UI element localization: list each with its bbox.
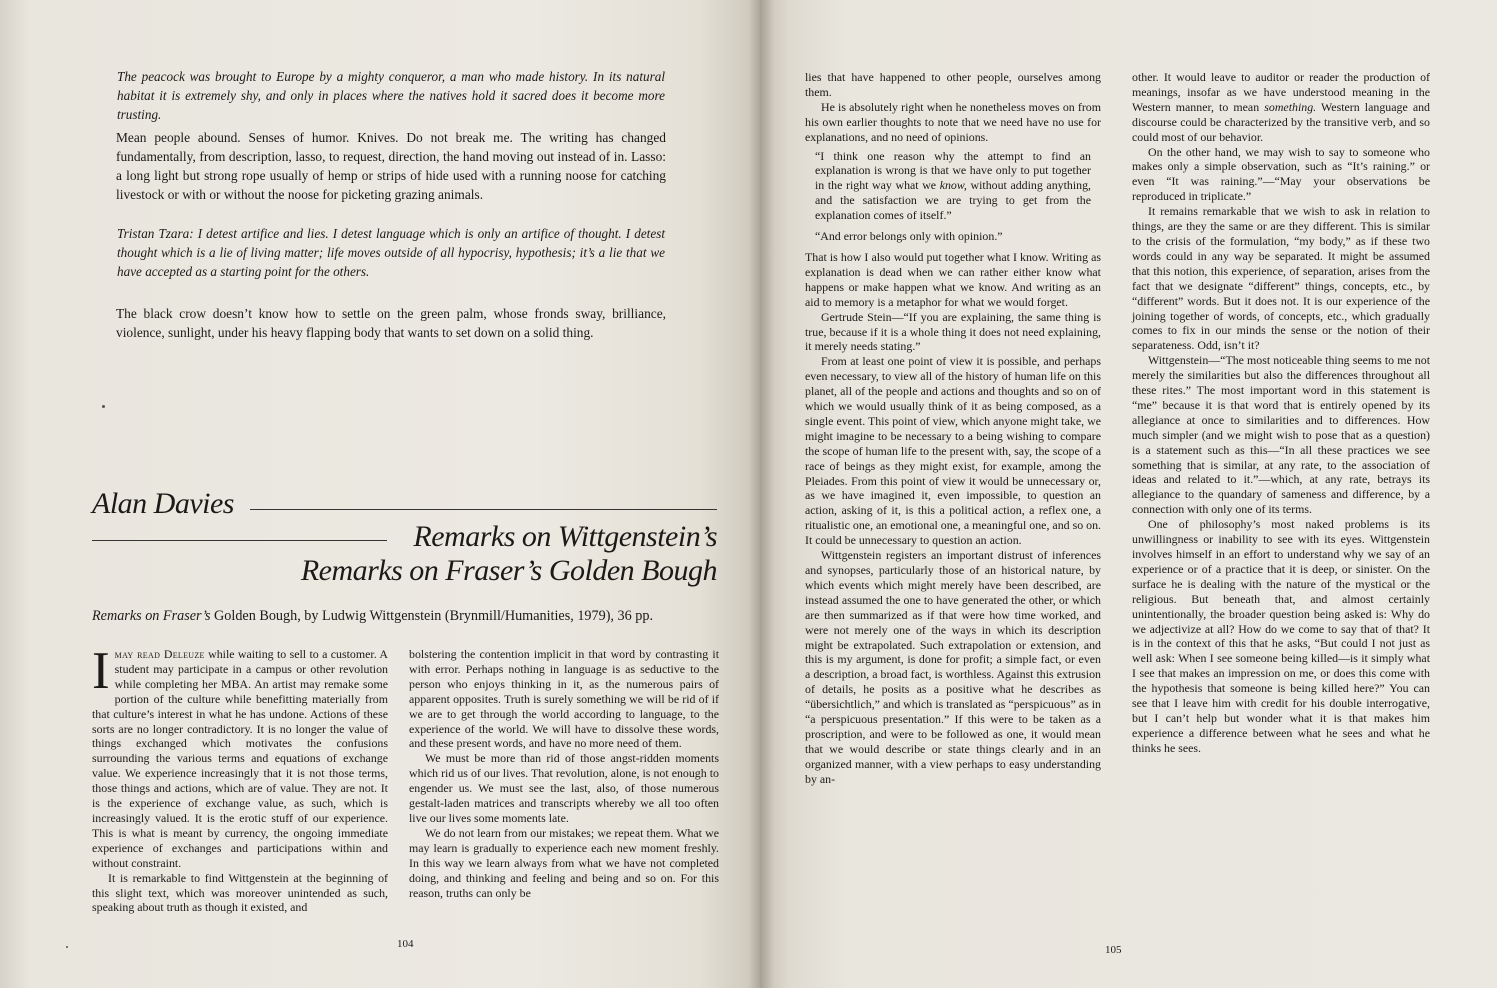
citation-title-italic: Remarks on Fraser’s [92,608,211,624]
col2-paragraph-2: We must be more than rid of those angst-ridden moments which rid us of our lives. That revolution, alone, is not enough to engender us. We must see the last, also, of those numerous gestalt-laden matrices and transcripts whereby we all too often live our lives some moments late. [409,751,719,825]
title-rule [92,540,387,541]
quote-error: “And error belongs only with opinion.” [815,229,1003,244]
quote-explanation: “I think one reason why the attempt to find an explanation is wrong is that we have only to put together in the right way what we know, without adding anything, and the satisfaction we are trying to get from the explanation comes of itself.” [815,148,1092,223]
r-col2-paragraph-5: One of philosophy’s most naked problems is its unwillingness or inability to see with its eyes. Wittgenstein involves himself in an effort to understand why we say of an experience or of a practice that it is deep, or sinister. On the surface he is dealing with the nature of the mystical or the religious. But beneath that, and almost certainly unintentionally, the broader question being asked is: Why do we adjectivize at all? How do we come to say that of that? It is in the context of this that he asks, “But could I not just as well ask: When I see someone being killed—is it simply what I see that makes an impression on me, or does this come with the hypothesis that someone is being killed here?” You can see that I leave him with credit for his double interrogative, but I can’t help but wonder what it is that makes him experience a difference between what he sees and what he thinks he sees. [1132,517,1430,755]
r-col1-paragraph-3: That is how I also would put together what I know. Writing as explanation is dead when we can rather either know what happens or make happen what we know. And writing as an aid to memory is a metaphor for what we would forget. [805,249,1101,309]
r-col1-paragraph-1: lies that have happened to other people, ourselves among them. [805,70,1101,99]
col2-paragraph-3: We do not learn from our mistakes; we repeat them. What we may learn is gradually to experience each new moment freshly. In this way we learn always from what we have not completed doing, and thinking and feeling and being and so on. For this reason, truths can only be [409,825,719,900]
r-col1-paragraph-4: Gertrude Stein—“If you are explaining, the same thing is true, because if it is a whole thing it does not need explaining, it merely needs stating.” [805,309,1101,354]
title-line-2: Remarks on Fraser’s Golden Bough [300,554,717,587]
epigraph-peacock: The peacock was brought to Europe by a mighty conqueror, a man who made history. In its natural habitat it is extremely shy, and only in places where the natives hold it sacred does it become more trusting. [117,69,665,122]
author-rule [250,509,717,510]
citation-rest: Golden Bough, by Ludwig Wittgenstein (Brynmill/Humanities, 1979), 36 pp. [210,608,653,624]
right-column-2 [1132,70,1430,756]
paragraph-lasso: Mean people abound. Senses of humor. Knives. Do not break me. The writing has changed fundamentally, from description, lasso, to request, direction, the hand moving out instead of in. Lasso: a long light but strong rope usually of hemp or strips of hide used with a running noose for catching livestock or with or without the noose for picketing grazing animals. [116,130,666,203]
r-col1-paragraph-6: Wittgenstein registers an important distrust of inferences and synopses, particularly those of an historical nature, by which events which might merely have been described, are instead assumed the one to have generated the other, or which are then summarized as if that were how time worked, and were not merely one of the ways in which its description might be extrapolated. Such extrapolation or extension, and this is my argument, is done for profit; a simple fact, or even a description, a broad fact, is worthless. Against this extrusion of details, he posits as a positive what he describes as “übersichtlich,” and which is translated as “perspicuous” as in “a perspicuous presentation.” If this were to be taken as a proscription, and were to be followed as one, it would mean that we would describe or state things clearly and in an organized manner, with a view perhaps to easy understanding by an- [805,548,1101,786]
page-number-right: 105 [1105,944,1122,956]
col2-paragraph-1: bolstering the contention implicit in that word by contrasting it with error. Perhaps nothing in language is as seductive to the person who enjoys thinking in it, as the numerous pairs of apparent opposites. Truth is surely something we will be rid of if we are to get through the world according to language, to the experience of the world. We will have to dissolve these words, and these present words, and have no more need of them. [409,647,719,751]
col1-paragraph-1: while waiting to sell to a customer. A student may participate in a campus or other revolution while completing her MBA. An artist may remake some portion of the culture while benefitting materially from that culture’s interest in what he has undone. Actions of these sorts are no longer contradictory. It is no longer the value of things exchanged which motivates the confusions surrounding the various terms and equations of exchange value. We experience increasingly that it is not those terms, those things and actions, which are of value. They are not. It is the experience of exchange value, as such, which is increasingly valued. It is the erotic stuff of our experience. This is what is meant by currency, the ongoing immediate experience of exchanges and participations within and without constraint. [92,647,388,870]
r-col1-paragraph-5: From at least one point of view it is possible, and perhaps even necessary, to view all of the history of human life on this planet, all of the people and actions and thoughts and so on of which we would usually think of it as being composed, as a single event. This point of view, which anyone might take, we might imagine to be necessary to a being wishing to compare the scope of human life to the present with, say, the scope of a race of beings as they might exist, for example, among the Pleiades. From this point of view it would be unnecessary or, as we have imagined it, even impossible, to question an action, asking of it, is this a political action, a reflex one, a ritualistic one, an emotional one, a meaningful one, and so on. It could be unnecessary to question an action. [805,354,1101,548]
r-col1-paragraph-2: He is absolutely right when he nonetheless moves on from his own earlier thoughts to note that we need have no use for explanations, and no need of opinions. [805,99,1101,144]
paragraph-crow: The black crow doesn’t know how to settle on the green palm, whose fronds sway, brilliance, violence, sunlight, under his heavy flapping body that wants to set down on a solid thing. [116,306,666,341]
right-page [760,0,1497,988]
corner-mark [66,946,68,948]
article-title [92,520,717,590]
book-citation [92,608,653,625]
stray-mark [102,405,105,408]
opening-smallcaps: may read Deleuze [114,647,205,661]
left-column-1 [92,642,388,915]
r-col2-paragraph-3: It remains remarkable that we wish to ask in relation to things, are they the same or are they different. This is similar to the crisis of the formulation, “my body,” as if these two words could in any way be separated. It might be assumed that this notion, this experience, of separation, arises from the fact that we designate “different” things, concepts, etc., by “different” words. But it does not. It is our experience of the joining together of words, of concepts, etc., which gradually comes to fix in our minds the sense or the notion of their separateness. Odd, isn’t it? [1132,204,1430,353]
r-col2-paragraph-2: On the other hand, we may wish to say to someone who makes only a simple observation, such as “It’s raining.” or even “It was raining.”—“May your observations be reproduced in triplicate.” [1132,144,1430,204]
col1-paragraph-2: It is remarkable to find Wittgenstein at the beginning of this slight text, which was moreover unintended as such, speaking about truth as though it existed, and [92,870,388,915]
title-line-1: Remarks on Wittgenstein’s [413,520,717,553]
right-column-1 [805,70,1101,787]
r-col2-paragraph-4: Wittgenstein—“The most noticeable thing seems to me not merely the similarities but also the differences throughout all these rites.” The most important word in this statement is “me” because it is that word that is entirely opened by its allegiance at once to similarities and to differences. How much simpler (and we might wish to pose that as a question) is a statement such as this—“In all these practices we see something that is similar, at any rate, to the association of ideas and related to it.”—which, at any rate, betrays its allegiance to the quandary of sameness and difference, by a connection with only one of its terms. [1132,353,1430,517]
epigraph-tzara: Tristan Tzara: I detest artifice and lies. I detest language which is only an artifice of thought. I detest thought which is a lie of living matter; life moves outside of all hypocrisy, hypothesis; it’s a lie that we have accepted as a starting point for the others. [117,226,665,279]
drop-cap: I [92,642,110,700]
page-number-left: 104 [397,938,414,950]
author-name: Alan Davies [92,487,234,520]
book-gutter [748,0,774,988]
r-col2-paragraph-1: other. It would leave to auditor or reader the production of meanings, insofar as we have understood meaning in the Western manner, to mean something. Western language and discourse could be characterized by the transitive verb, and so could most of our behavior. [1132,70,1430,144]
left-column-2 [409,647,719,900]
